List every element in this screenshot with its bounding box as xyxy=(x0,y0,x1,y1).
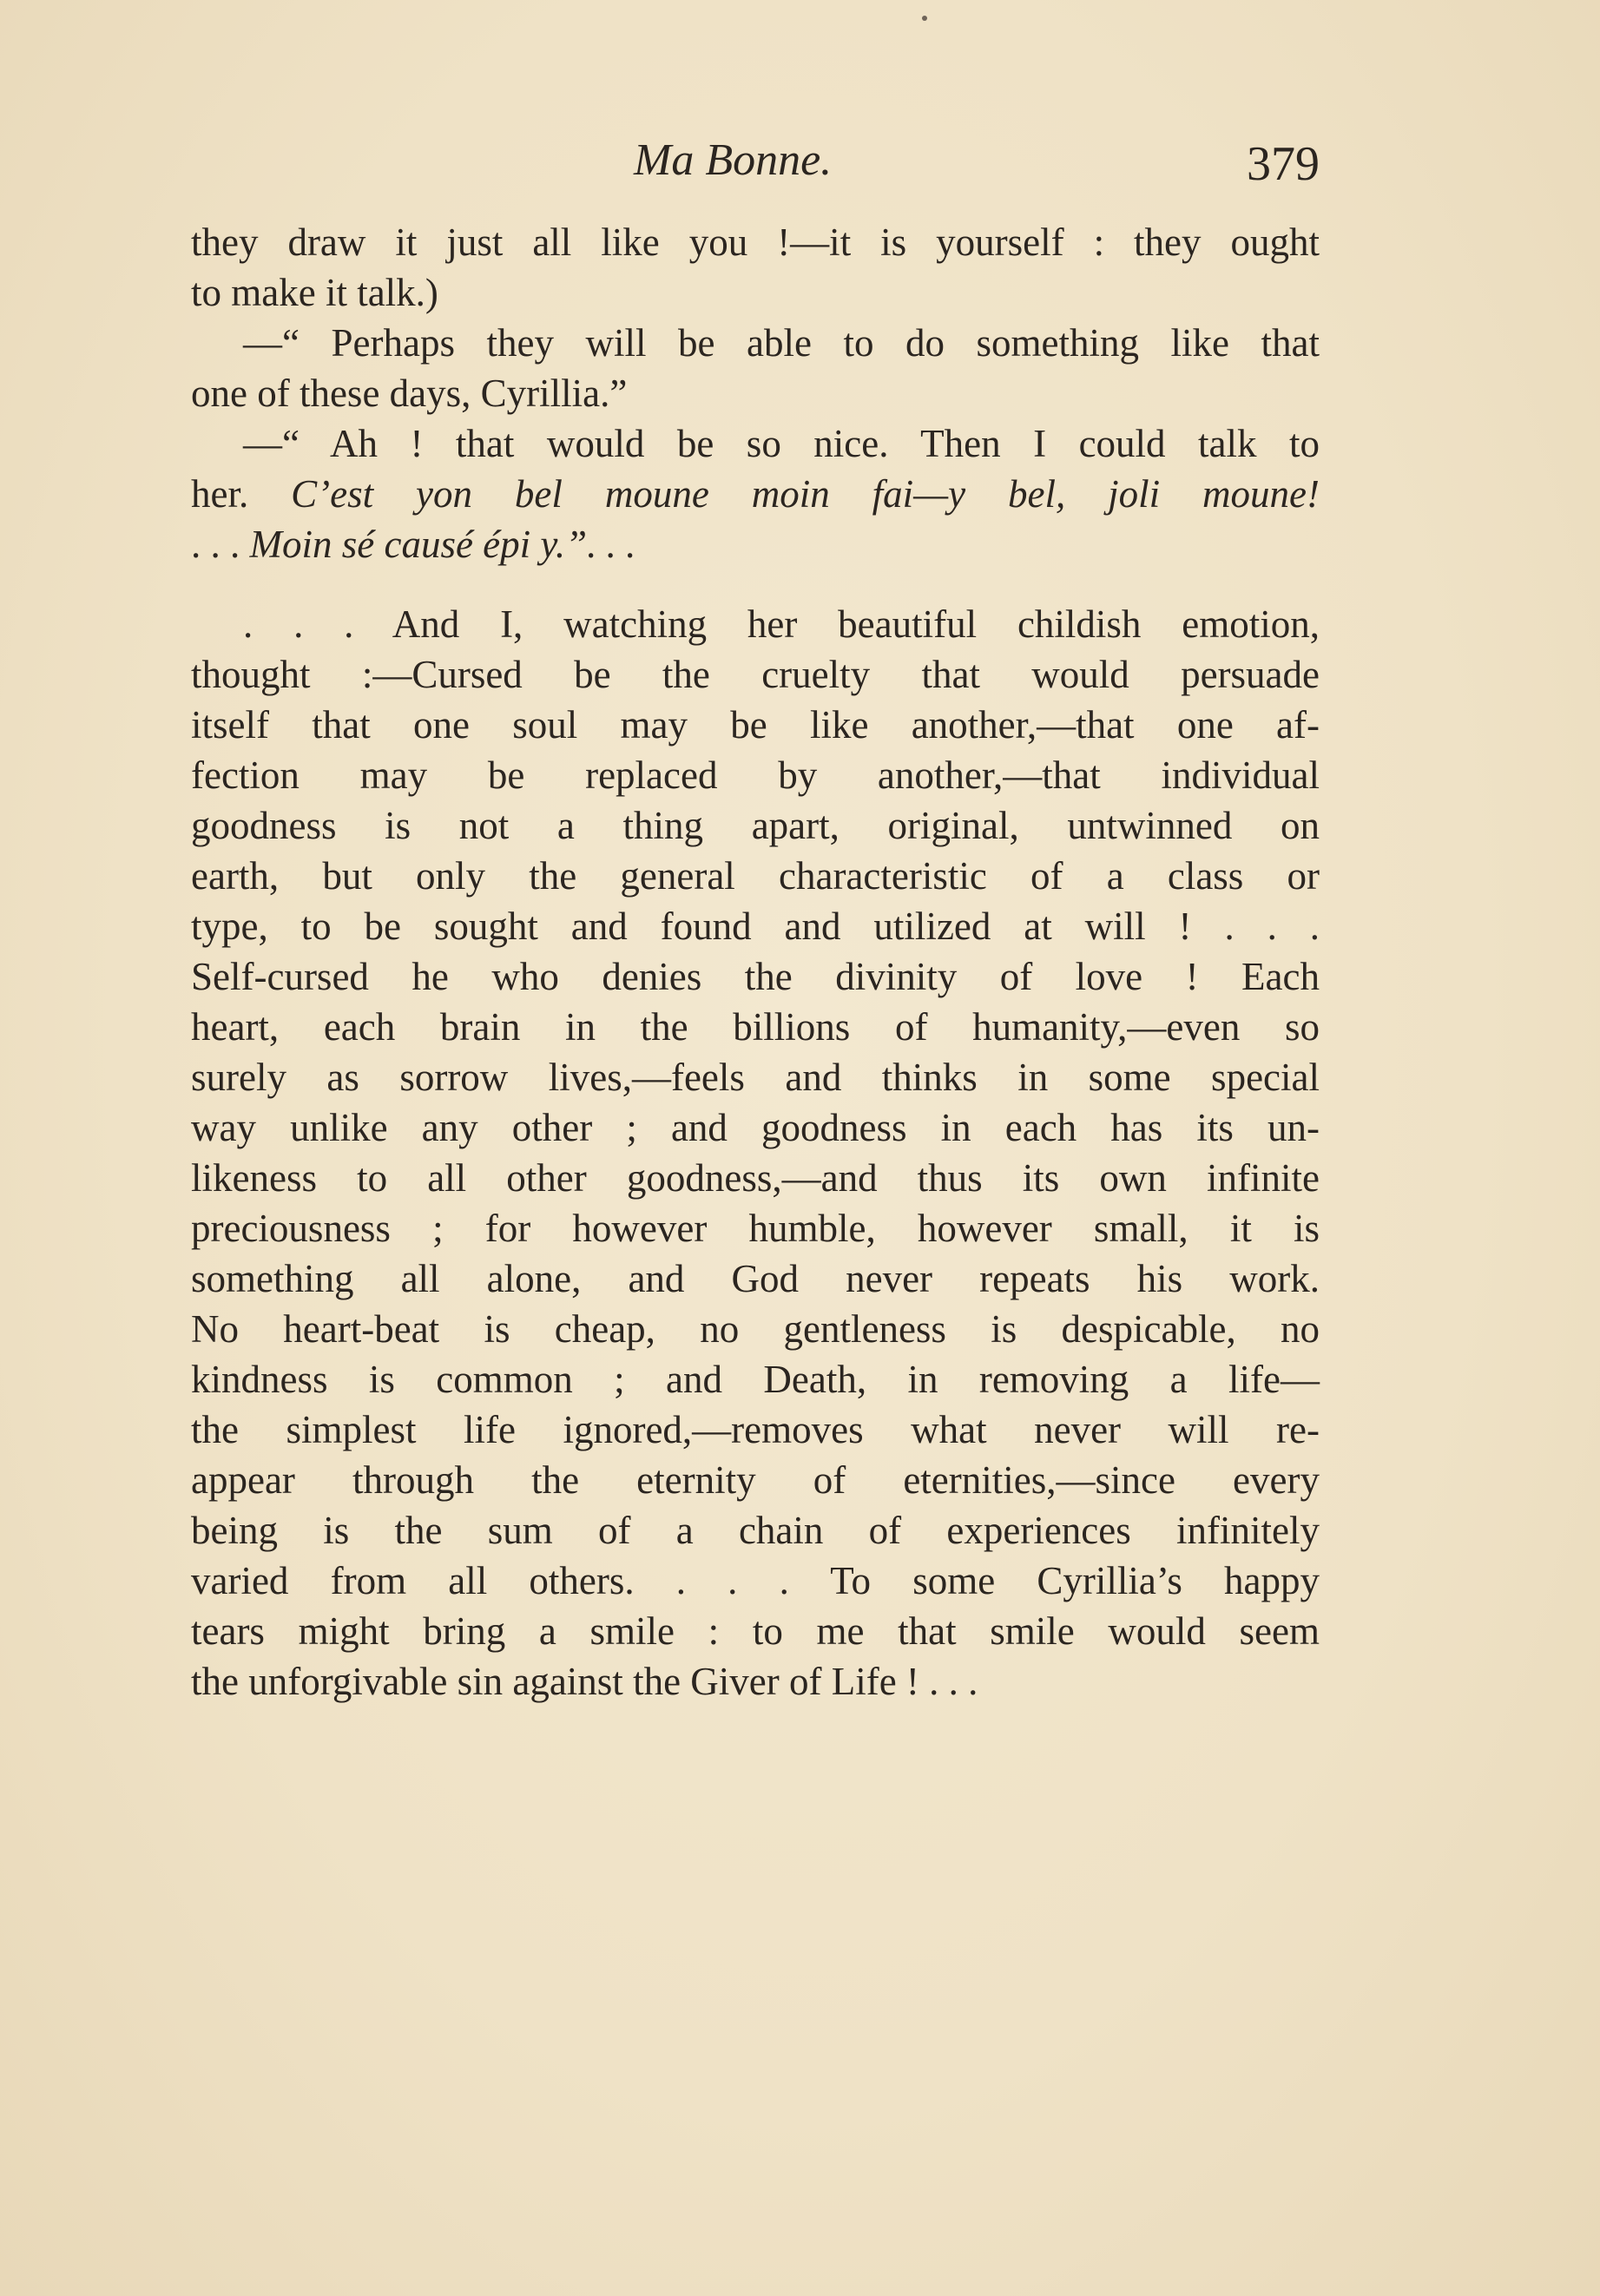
text-line: something all alone, and God never repeats his work. xyxy=(191,1257,1320,1300)
text-line: goodness is not a thing apart, original, untwinned on xyxy=(191,804,1320,847)
page-header xyxy=(191,130,1320,200)
creole-phrase: Moin sé causé épi y.”. . . xyxy=(249,523,636,566)
text-line: the unforgivable sin against the Giver of Life ! . . . xyxy=(191,1660,978,1703)
text-line: appear through the eternity of eternities,—since every xyxy=(191,1458,1320,1502)
text-line: varied from all others. . . . To some Cyrillia’s happy xyxy=(191,1559,1320,1602)
text-line: the simplest life ignored,—removes what never will re- xyxy=(191,1408,1320,1451)
text-line: type, to be sought and found and utilized at will ! . . . xyxy=(191,905,1320,948)
text-line: thought :—Cursed be the cruelty that would persuade xyxy=(191,653,1320,696)
text-line: tears might bring a smile : to me that smile would seem xyxy=(191,1609,1320,1653)
page-speck xyxy=(922,16,927,21)
text-line: No heart-beat is cheap, no gentleness is despicable, no xyxy=(191,1307,1320,1351)
running-title: Ma Bonne. xyxy=(634,135,833,185)
text-line: to make it talk.) xyxy=(191,271,438,314)
text-line xyxy=(191,469,1320,519)
text-segment: . . . xyxy=(191,523,240,566)
text-segment: her. xyxy=(191,472,249,516)
text-line: fection may be replaced by another,—that individual xyxy=(191,753,1320,797)
page-number: 379 xyxy=(1247,137,1320,191)
text-line: preciousness ; for however humble, however small, it is xyxy=(191,1207,1320,1250)
text-line: kindness is common ; and Death, in removing a life— xyxy=(191,1358,1320,1401)
text-line: surely as sorrow lives,—feels and thinks in some special xyxy=(191,1056,1320,1099)
text-line: Self-cursed he who denies the divinity of love ! Each xyxy=(191,955,1320,998)
text-line: they draw it just all like you !—it is yourself : they ought xyxy=(191,220,1320,264)
page-text xyxy=(191,217,1320,1707)
text-line: way unlike any other ; and goodness in each has its un- xyxy=(191,1106,1320,1149)
text-line: being is the sum of a chain of experiences infinitely xyxy=(191,1509,1320,1552)
text-line: . . . And I, watching her beautiful childish emotion, xyxy=(243,602,1320,646)
creole-phrase: C’est yon bel moune moin fai—y bel, joli moune! xyxy=(291,472,1320,516)
text-line: itself that one soul may be like another,—that one af- xyxy=(191,703,1320,747)
paragraph-spacer xyxy=(191,569,1320,599)
text-line: —“ Perhaps they will be able to do something like that xyxy=(243,321,1320,365)
text-line: one of these days, Cyrillia.” xyxy=(191,372,628,415)
text-line: heart, each brain in the billions of humanity,—even so xyxy=(191,1005,1320,1049)
text-line: —“ Ah ! that would be so nice. Then I could talk to xyxy=(243,422,1320,465)
text-line: earth, but only the general characteristic of a class or xyxy=(191,854,1320,898)
text-line xyxy=(191,519,1320,569)
text-line: likeness to all other goodness,—and thus its own infinite xyxy=(191,1156,1320,1200)
